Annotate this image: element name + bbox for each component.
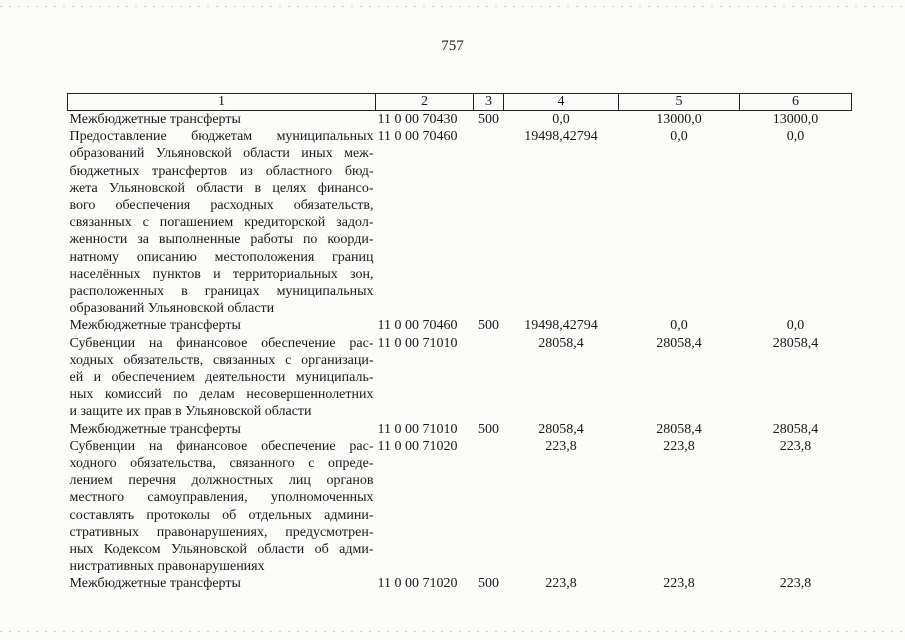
amount-col-6: 28058,4: [772, 335, 819, 351]
expense-name-line: населённых пунктов и территориальных зон,: [69, 266, 374, 282]
amount-col-5: 28058,4: [656, 421, 702, 437]
table-row: [68, 421, 852, 438]
amount-col-6: 223,8: [779, 576, 812, 592]
expense-name: [68, 335, 376, 421]
expense-name-line: бюджетных трансфертов из областного бюд-: [69, 163, 374, 179]
expense-name-line: образований Ульяновской области: [69, 301, 275, 317]
target-article-code: 11 0 00 71020: [377, 576, 458, 592]
expense-type-code: 500: [478, 318, 499, 334]
expense-name-line: Межбюджетные трансферты: [69, 576, 241, 592]
expense-name-line: Субвенции на финансовое обеспечение рас-: [69, 438, 374, 454]
column-header-6: 6: [740, 94, 852, 111]
amount-col-4: 223,8: [545, 438, 577, 454]
table-row: [68, 128, 852, 317]
expense-name-line: и защите их прав в Ульяновской области: [69, 404, 312, 420]
amount-col-4: 19498,42794: [524, 318, 598, 334]
expense-type-code: 500: [478, 421, 499, 437]
header-row: [68, 94, 852, 111]
expense-name-line: жета Ульяновской области в целях финансо-: [69, 180, 374, 196]
table-row: [68, 111, 852, 129]
expense-name-line: стративных правонарушениях, предусмотрен-: [69, 524, 374, 540]
amount-col-6: 13000,0: [772, 112, 819, 127]
expense-name: [68, 317, 376, 334]
expense-name-line: натному описанию местоположения границ: [69, 249, 374, 265]
amount-col-5: 13000,0: [656, 112, 702, 127]
budget-table-body: [68, 111, 852, 593]
expense-name-line: Субвенции на финансовое обеспечение рас-: [69, 335, 374, 351]
expense-type-code: 500: [478, 576, 499, 592]
expense-name-line: Межбюджетные трансферты: [69, 318, 241, 334]
scan-edge-top: [0, 6, 905, 7]
target-article-code: 11 0 00 71010: [377, 421, 458, 437]
expense-name: [68, 421, 376, 438]
page-number: 757: [441, 38, 464, 54]
amount-col-6: 223,8: [779, 438, 812, 454]
expense-name-line: ей и обеспечением деятельности муниципаль-: [69, 370, 374, 386]
amount-col-4: 223,8: [545, 576, 577, 592]
column-header-5: 5: [619, 94, 740, 111]
expense-name: [68, 111, 376, 129]
amount-col-6: 0,0: [786, 318, 805, 334]
target-article-code: 11 0 00 70460: [377, 129, 458, 145]
column-header-2: 2: [376, 94, 474, 111]
expense-name-line: женности за выполненные работы по коорди-: [69, 232, 374, 248]
expense-name-line: вого обеспечения расходных обязательств,: [69, 198, 374, 214]
expense-name-line: Межбюджетные трансферты: [69, 112, 241, 127]
expense-name-line: Межбюджетные трансферты: [69, 421, 241, 437]
table-row: [68, 317, 852, 334]
expense-name-line: ходных обязательств, связанных с организаци-: [69, 352, 374, 368]
expense-name-line: расположенных в границах муниципальных: [69, 284, 374, 300]
amount-col-4: 28058,4: [538, 335, 584, 351]
expense-name-line: местного самоуправления, уполномоченных: [69, 490, 374, 506]
expense-name-line: Предоставление бюджетам муниципальных: [69, 129, 374, 145]
expense-name: [68, 575, 376, 592]
expense-name-line: нистративных правонарушениях: [69, 559, 265, 575]
amount-col-6: 0,0: [786, 129, 805, 145]
expense-type-code: [474, 128, 504, 317]
target-article-code: 11 0 00 71020: [377, 438, 458, 454]
amount-col-6: 28058,4: [772, 421, 819, 437]
expense-name-line: лением перечня должностных лиц органов: [69, 473, 374, 489]
amount-col-4: 19498,42794: [524, 129, 598, 145]
expense-name-line: ных Кодексом Ульяновской области об адми-: [69, 542, 374, 558]
table-row: [68, 575, 852, 592]
target-article-code: 11 0 00 70460: [377, 318, 458, 334]
amount-col-5: 0,0: [670, 318, 688, 334]
expense-type-code: 500: [478, 112, 499, 127]
amount-col-5: 223,8: [663, 438, 695, 454]
target-article-code: 11 0 00 70430: [377, 112, 458, 127]
amount-col-4: 28058,4: [538, 421, 584, 437]
expense-name-line: связанных с погашением кредиторской задол-: [69, 215, 374, 231]
column-header-3: 3: [474, 94, 504, 111]
amount-col-4: 0,0: [552, 112, 570, 127]
expense-name: [68, 128, 376, 317]
expense-type-code: [474, 335, 504, 421]
amount-col-5: 0,0: [670, 129, 688, 145]
budget-table: [67, 93, 852, 593]
expense-name-line: ных комиссий по делам несовершеннолетних: [69, 387, 374, 403]
expense-name: [68, 438, 376, 576]
amount-col-5: 28058,4: [656, 335, 702, 351]
expense-name-line: составлять протоколы об отдельных админи-: [69, 507, 374, 523]
expense-name-line: образований Ульяновской области иных меж-: [69, 146, 374, 162]
column-header-1: 1: [68, 94, 376, 111]
amount-col-5: 223,8: [663, 576, 695, 592]
table-row: [68, 335, 852, 421]
expense-type-code: [474, 438, 504, 576]
expense-name-line: ходного обязательства, связанного с опреде-: [69, 456, 374, 472]
table-row: [68, 438, 852, 576]
target-article-code: 11 0 00 71010: [377, 335, 458, 351]
scan-edge-bottom: [0, 631, 905, 632]
column-header-4: 4: [504, 94, 619, 111]
